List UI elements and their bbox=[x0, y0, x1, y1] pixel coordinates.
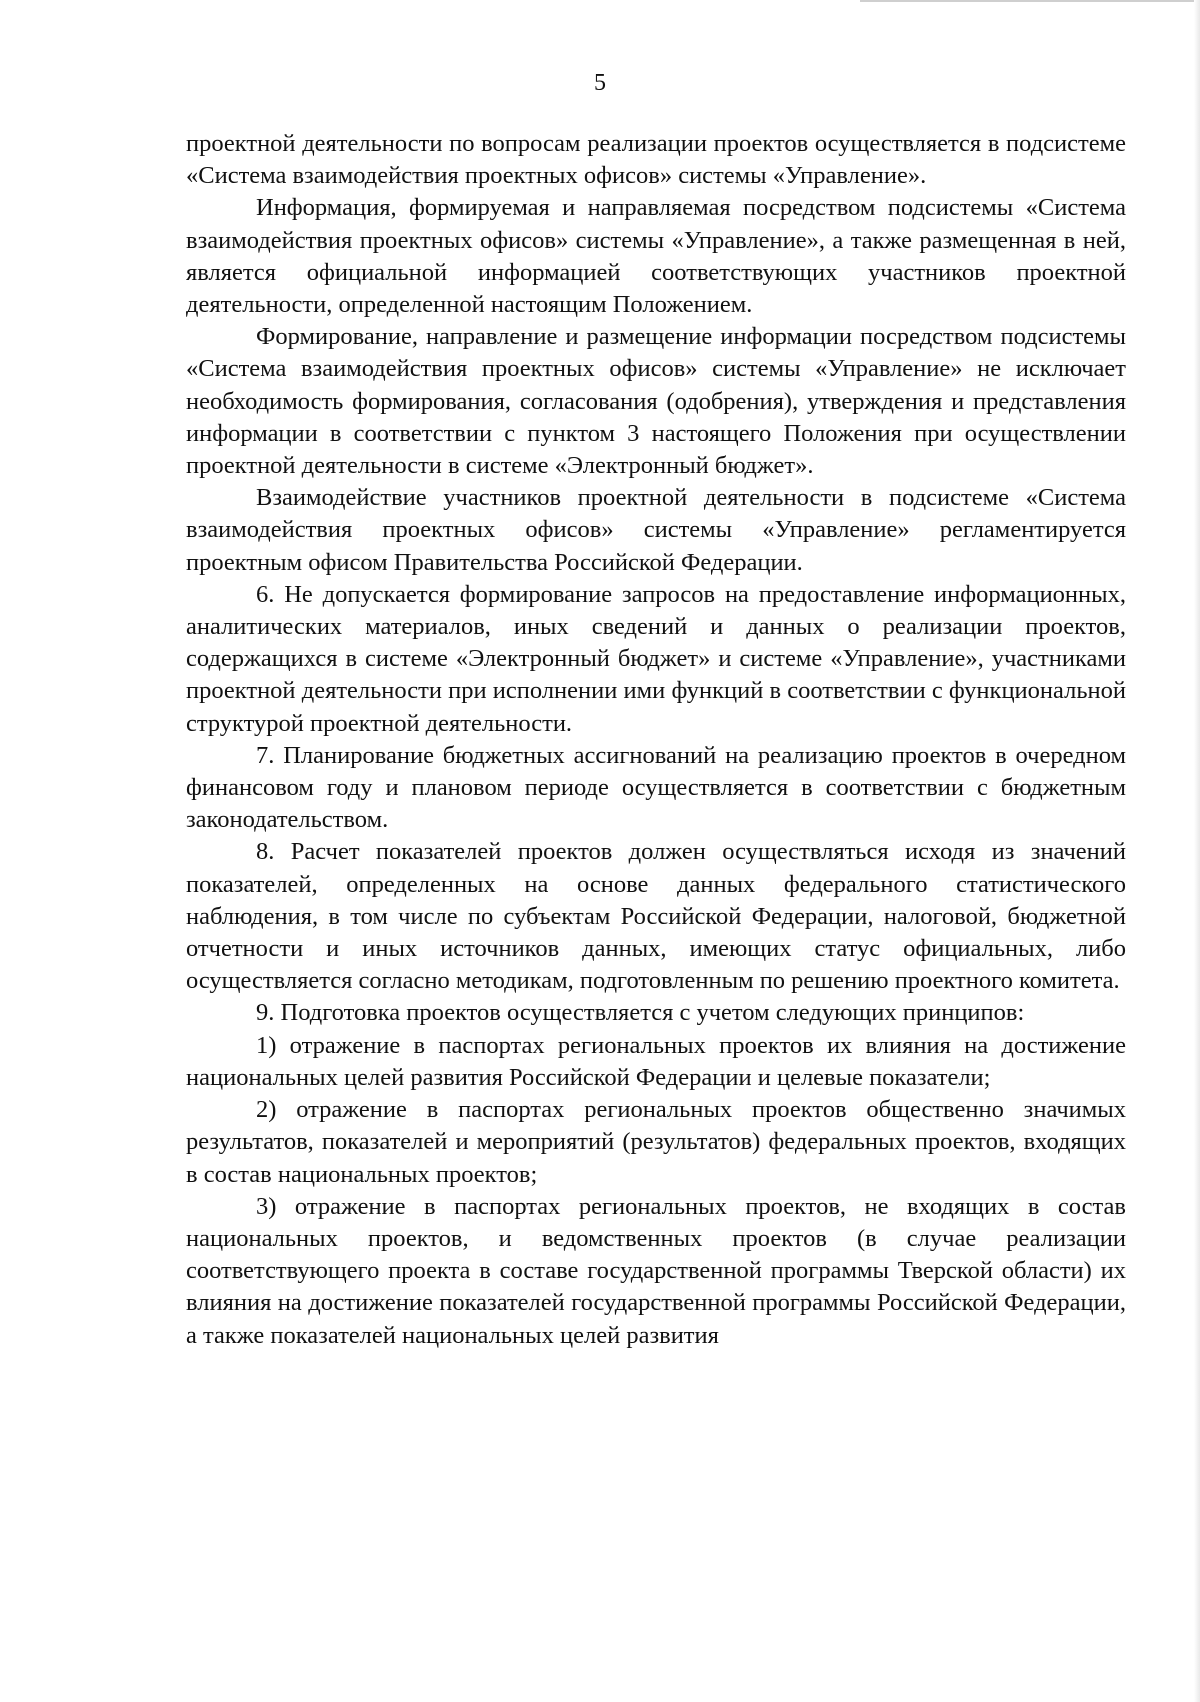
paragraph-information: Информация, формируемая и направляемая посредством подсистемы «Система взаимодействия проектных офисов» системы «Управление», а также размещенная в ней, является официальной информацией соответствующих участников проектной деятельности, определенной настоящим Положением. bbox=[186, 194, 1126, 319]
paragraph-subitem-1: 1) отражение в паспортах региональных проектов их влияния на достижение национальных целей развития Российской Федерации и целевые показатели; bbox=[186, 1031, 1126, 1091]
page-number: 5 bbox=[594, 70, 606, 96]
paragraph-item-9: 9. Подготовка проектов осуществляется с учетом следующих принципов: bbox=[256, 999, 1025, 1027]
paragraph-item-8: 8. Расчет показателей проектов должен осуществляться исходя из значений показателей, определенных на основе данных федерального статистического наблюдения, в том числе по субъектам Российской Федерации, налоговой, бюджетной отчетности и иных источников данных, имеющих статус официальных, либо осуществляется согласно методикам, подготовленным по решению проектного комитета. bbox=[186, 838, 1126, 995]
scan-right-edge bbox=[1194, 0, 1200, 1702]
document-body bbox=[186, 128, 1126, 1352]
paragraph-item-7: 7. Планирование бюджетных ассигнований на реализацию проектов в очередном финансовом году и плановом периоде осуществляется в соответствии с бюджетным законодательством. bbox=[186, 741, 1126, 834]
paragraph-subitem-2: 2) отражение в паспортах региональных проектов общественно значимых результатов, показателей и мероприятий (результатов) федеральных проектов, входящих в состав национальных проектов; bbox=[186, 1096, 1126, 1188]
scan-top-edge bbox=[860, 0, 1200, 2]
paragraph-subitem-3: 3) отражение в паспортах региональных проектов, не входящих в состав национальных проектов, и ведомственных проектов (в случае реализации соответствующего проекта в составе государственной программы Тверской области) их влияния на достижение показателей государственной программы Российской Федерации, а также показателей национальных целей развития bbox=[186, 1192, 1126, 1349]
paragraph-interaction: Взаимодействие участников проектной деятельности в подсистеме «Система взаимодействия проектных офисов» системы «Управление» регламентируется проектным офисом Правительства Российской Федерации. bbox=[186, 484, 1126, 576]
paragraph-continuation: проектной деятельности по вопросам реализации проектов осуществляется в подсистеме «Система взаимодействия проектных офисов» системы «Управление». bbox=[186, 130, 1126, 190]
paragraph-item-6: 6. Не допускается формирование запросов на предоставление информационных, аналитических материалов, иных сведений и данных о реализации проектов, содержащихся в системе «Электронный бюджет» и системе «Управление», участниками проектной деятельности при исполнении ими функций в соответствии с функциональной структурой проектной деятельности. bbox=[186, 580, 1126, 737]
paragraph-formation: Формирование, направление и размещение информации посредством подсистемы «Система взаимодействия проектных офисов» системы «Управление» не исключает необходимость формирования, согласования (одобрения), утверждения и представления информации в соответствии с пунктом 3 настоящего Положения при осуществлении проектной деятельности в системе «Электронный бюджет». bbox=[186, 323, 1126, 480]
